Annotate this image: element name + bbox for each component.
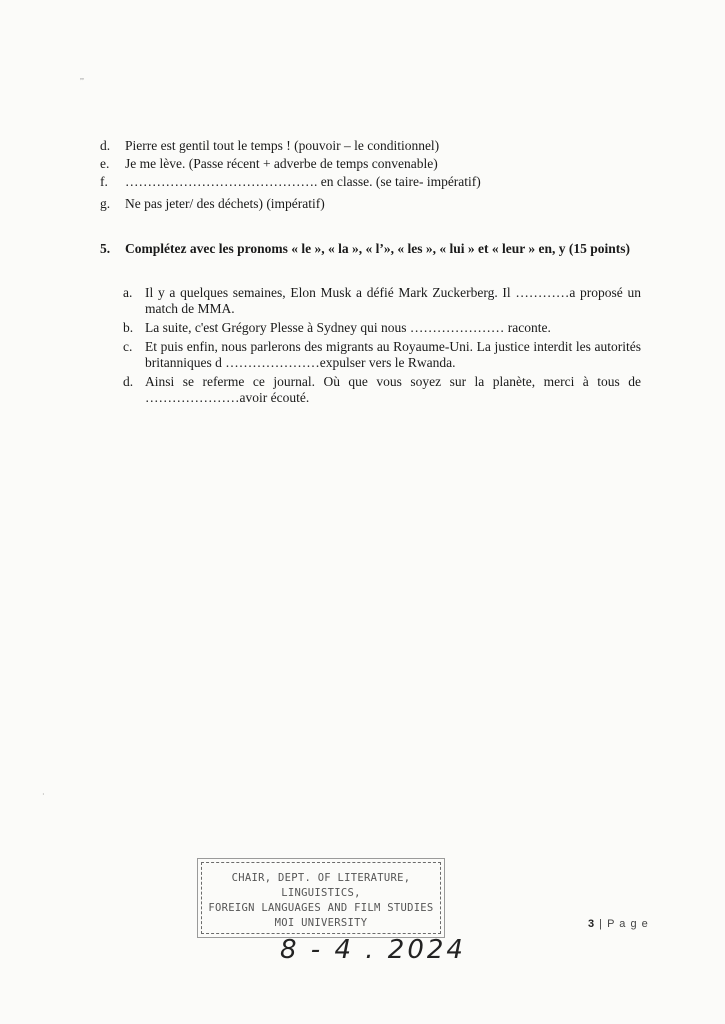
item-marker: e. <box>100 156 110 171</box>
exercise-item-f <box>100 174 560 190</box>
question-5-item-d <box>123 374 641 406</box>
exercise-item-d <box>100 138 560 154</box>
scan-speck: · <box>42 790 45 799</box>
question-5-heading <box>100 238 640 260</box>
question-title: Complétez avec les pronoms « le », « la », « l’», « les », « lui » et « leur » en, y (15 points) <box>125 241 630 256</box>
item-marker: d. <box>123 374 134 389</box>
item-text: ……………………………………. en classe. (se taire- impératif) <box>125 174 481 189</box>
handwritten-date: 8 - 4 . 2024 <box>280 935 466 965</box>
item-marker: c. <box>123 339 133 354</box>
item-marker: b. <box>123 320 134 335</box>
exercise-item-e <box>100 156 560 172</box>
item-marker: g. <box>100 196 111 211</box>
item-text: La suite, c'est Grégory Plesse à Sydney qui nous ………………… raconte. <box>145 320 551 335</box>
item-text: Ainsi se referme ce journal. Où que vous soyez sur la planète, merci à tous de …………………avoir écouté. <box>145 374 641 405</box>
page-number-separator: | <box>595 918 608 930</box>
item-marker: d. <box>100 138 111 153</box>
item-text: Ne pas jeter/ des déchets) (impératif) <box>125 196 325 211</box>
page-number <box>588 918 649 930</box>
item-text: Il y a quelques semaines, Elon Musk a défié Mark Zuckerberg. Il …………a proposé un match de MMA. <box>145 285 641 316</box>
stamp-line-2: FOREIGN LANGUAGES AND FILM STUDIES <box>208 902 434 914</box>
question-5-item-c <box>123 339 641 371</box>
question-5-item-b <box>123 320 641 336</box>
item-marker: f. <box>100 174 108 189</box>
question-number: 5. <box>100 241 111 256</box>
item-text: Pierre est gentil tout le temps ! (pouvoir – le conditionnel) <box>125 138 440 153</box>
question-5-item-a <box>123 285 641 317</box>
department-stamp <box>201 862 441 934</box>
item-text: Je me lève. (Passe récent + adverbe de temps convenable) <box>125 156 438 171</box>
stamp-line-1: CHAIR, DEPT. OF LITERATURE, LINGUISTICS, <box>231 872 411 899</box>
question-5-items <box>123 285 641 409</box>
item-text: Et puis enfin, nous parlerons des migrants au Royaume-Uni. La justice interdit les autorités britanniques d …………………expulser vers le Rwanda. <box>145 339 641 370</box>
exercise-item-g <box>100 196 560 212</box>
stamp-line-3: MOI UNIVERSITY <box>274 917 368 929</box>
page-number-value: 3 <box>588 918 596 930</box>
exercise-items <box>100 138 560 214</box>
page-number-label: P a g e <box>607 918 649 930</box>
item-marker: a. <box>123 285 133 300</box>
scan-speck: ,, <box>80 72 84 81</box>
